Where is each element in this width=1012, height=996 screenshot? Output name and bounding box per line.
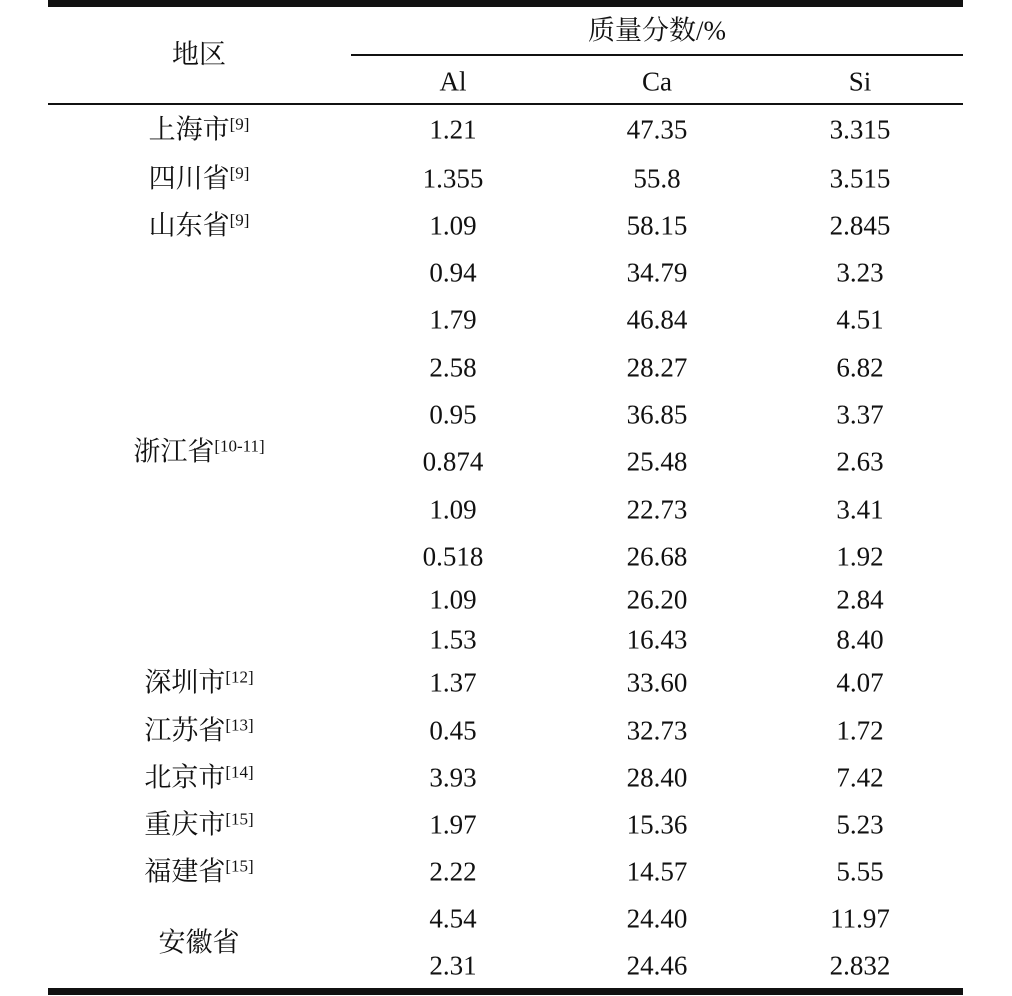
value-cell-ca: 58.15 xyxy=(626,210,688,241)
value-cell-ca: 55.8 xyxy=(633,163,681,194)
region-column-header: 地区 xyxy=(172,39,226,70)
value-cell-ca: 34.79 xyxy=(626,257,688,288)
value-cell-al: 1.97 xyxy=(429,809,477,840)
region-cell xyxy=(133,436,265,467)
value-cell-al: 3.93 xyxy=(429,762,477,793)
region-name: 深圳市 xyxy=(144,667,226,698)
value-cell-si: 7.42 xyxy=(836,762,884,793)
value-cell-ca: 32.73 xyxy=(626,715,688,746)
value-cell-ca: 46.84 xyxy=(626,304,688,335)
value-cell-si: 3.515 xyxy=(829,163,891,194)
value-cell-si: 5.55 xyxy=(836,856,884,887)
value-cell-al: 1.09 xyxy=(429,584,477,615)
value-cell-ca: 36.85 xyxy=(626,399,688,430)
value-cell-al: 1.37 xyxy=(429,667,477,698)
header-bottom-rule xyxy=(48,103,963,105)
reference-citation: [9] xyxy=(229,210,250,230)
value-cell-ca: 16.43 xyxy=(626,624,688,655)
value-cell-si: 4.51 xyxy=(836,304,884,335)
value-cell-al: 1.53 xyxy=(429,624,477,655)
value-cell-al: 4.54 xyxy=(429,903,477,934)
value-cell-al: 0.95 xyxy=(429,399,477,430)
value-cell-si: 1.72 xyxy=(836,715,884,746)
reference-citation: [12] xyxy=(225,667,254,687)
value-cell-si: 3.23 xyxy=(836,257,884,288)
reference-citation: [15] xyxy=(225,809,254,829)
region-name: 重庆市 xyxy=(144,809,226,840)
region-cell xyxy=(144,762,254,793)
value-cell-al: 0.94 xyxy=(429,257,477,288)
value-cell-si: 2.832 xyxy=(829,950,891,981)
value-cell-ca: 15.36 xyxy=(626,809,688,840)
value-cell-ca: 22.73 xyxy=(626,494,688,525)
region-name: 浙江省 xyxy=(133,436,215,467)
region-cell xyxy=(158,927,240,958)
reference-citation: [13] xyxy=(225,715,254,735)
value-cell-ca: 28.27 xyxy=(626,352,688,383)
region-name: 北京市 xyxy=(144,762,226,793)
value-cell-ca: 14.57 xyxy=(626,856,688,887)
value-cell-ca: 33.60 xyxy=(626,667,688,698)
bottom-rule xyxy=(48,988,963,995)
value-cell-ca: 24.40 xyxy=(626,903,688,934)
region-name: 福建省 xyxy=(144,856,226,887)
reference-citation: [9] xyxy=(229,114,250,134)
region-name: 四川省 xyxy=(148,163,230,194)
value-cell-al: 2.31 xyxy=(429,950,477,981)
value-cell-al: 1.09 xyxy=(429,494,477,525)
value-cell-si: 6.82 xyxy=(836,352,884,383)
column-header-si: Si xyxy=(848,66,872,97)
value-cell-si: 3.315 xyxy=(829,114,891,145)
value-cell-al: 2.22 xyxy=(429,856,477,887)
value-cell-si: 2.63 xyxy=(836,446,884,477)
region-name: 山东省 xyxy=(148,210,230,241)
value-cell-ca: 47.35 xyxy=(626,114,688,145)
region-cell xyxy=(144,809,254,840)
top-rule xyxy=(48,0,963,7)
region-name: 上海市 xyxy=(148,114,230,145)
region-cell xyxy=(148,210,250,241)
region-cell xyxy=(148,163,250,194)
value-cell-si: 3.37 xyxy=(836,399,884,430)
column-header-ca: Ca xyxy=(642,66,672,97)
reference-citation: [10-11] xyxy=(214,436,265,456)
mass-fraction-group-header: 质量分数/% xyxy=(588,15,726,46)
value-cell-ca: 24.46 xyxy=(626,950,688,981)
value-cell-si: 3.41 xyxy=(836,494,884,525)
value-cell-si: 1.92 xyxy=(836,541,884,572)
region-cell xyxy=(144,715,254,746)
value-cell-si: 8.40 xyxy=(836,624,884,655)
value-cell-al: 0.518 xyxy=(422,541,484,572)
value-cell-al: 1.355 xyxy=(422,163,484,194)
column-header-al: Al xyxy=(439,66,467,97)
region-cell xyxy=(144,856,254,887)
value-cell-si: 4.07 xyxy=(836,667,884,698)
reference-citation: [9] xyxy=(229,163,250,183)
region-cell xyxy=(144,667,254,698)
region-name: 安徽省 xyxy=(158,927,240,958)
value-cell-si: 11.97 xyxy=(830,903,890,934)
value-cell-ca: 28.40 xyxy=(626,762,688,793)
value-cell-al: 0.45 xyxy=(429,715,477,746)
value-cell-si: 5.23 xyxy=(836,809,884,840)
reference-citation: [14] xyxy=(225,762,254,782)
value-cell-al: 1.79 xyxy=(429,304,477,335)
value-cell-al: 1.21 xyxy=(429,114,477,145)
value-cell-al: 1.09 xyxy=(429,210,477,241)
value-cell-al: 0.874 xyxy=(422,446,484,477)
reference-citation: [15] xyxy=(225,856,254,876)
value-cell-al: 2.58 xyxy=(429,352,477,383)
value-cell-ca: 25.48 xyxy=(626,446,688,477)
region-name: 江苏省 xyxy=(144,715,226,746)
value-cell-si: 2.84 xyxy=(836,584,884,615)
group-header-rule xyxy=(351,54,963,56)
value-cell-si: 2.845 xyxy=(829,210,891,241)
value-cell-ca: 26.20 xyxy=(626,584,688,615)
region-cell xyxy=(148,114,250,145)
value-cell-ca: 26.68 xyxy=(626,541,688,572)
